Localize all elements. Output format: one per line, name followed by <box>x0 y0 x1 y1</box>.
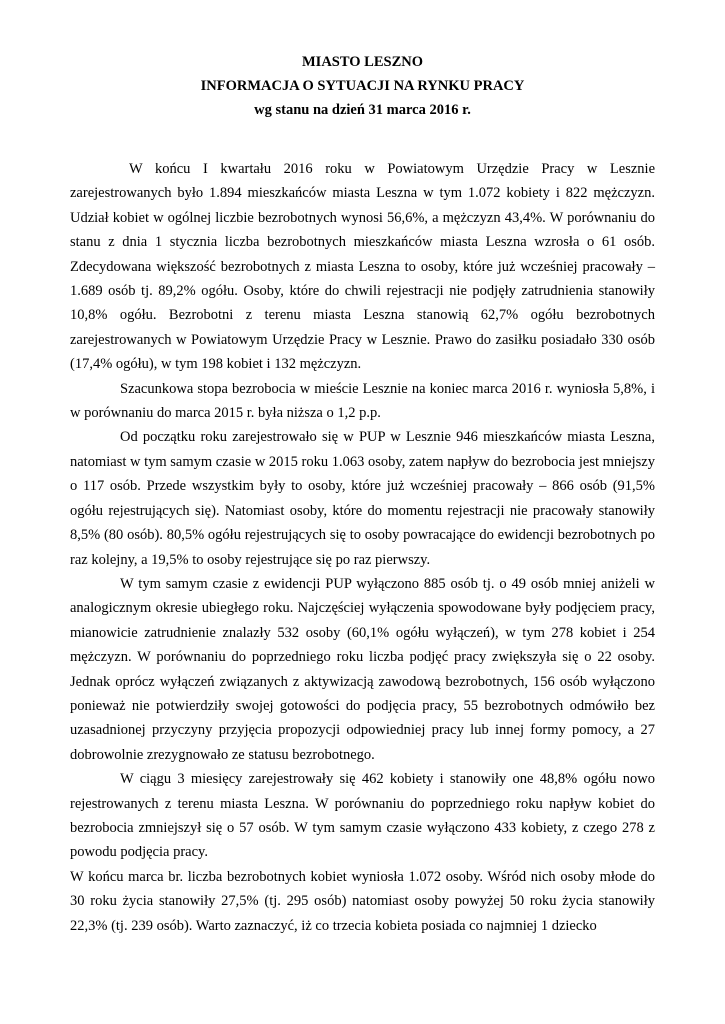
document-header <box>70 50 655 122</box>
paragraph-women-inflow: W ciągu 3 miesięcy zarejestrowały się 462 kobiety i stanowiły one 48,8% ogółu nowo rejestrowanych z terenu miasta Leszna. W porównaniu do poprzedniego roku napływ kobiet do bezrobocia zmniejszył się o 57 osób. W tym samym czasie wyłączono 433 kobiety, z czego 278 z powodu podjęcia pracy. <box>70 771 655 861</box>
paragraph-registrations: Od początku roku zarejestrowało się w PUP w Lesznie 946 mieszkańców miasta Leszna, natomiast w tym samym czasie w 2015 roku 1.063 osoby, zatem napływ do bezrobocia jest mniejszy o 117 osób. Przede wszystkim były to osoby, które już wcześniej pracowały – 866 osób (91,5% ogółu rejestrujących się). Natomiast osoby, które do momentu rejestracji nie pracowały stanowiły 8,5% (80 osób). 80,5% ogółu rejestrujących się to osoby powracające do ewidencji bezrobotnych po raz kolejny, a 19,5% to osoby rejestrujące się po raz pierwszy. <box>70 429 655 568</box>
paragraph-unemployment-rate: Szacunkowa stopa bezrobocia w mieście Lesznie na koniec marca 2016 r. wyniosła 5,8%, i w porównaniu do marca 2015 r. była niższa o 1,2 p.p. <box>70 380 655 422</box>
paragraph-deregistrations: W tym samym czasie z ewidencji PUP wyłączono 885 osób tj. o 49 osób mniej aniżeli w analogicznym okresie ubiegłego roku. Najczęściej wyłączenia spowodowane były podjęciem pracy, mianowicie zatrudnienie znalazły 532 osoby (60,1% ogółu wyłączeń), w tym 278 kobiet i 254 mężczyzn. W porównaniu do poprzedniego roku liczba podjęć pracy zwiększyła się o 22 osoby. Jednak oprócz wyłączeń związanych z aktywizacją zawodową bezrobotnych, 156 osób wyłączono ponieważ nie potwierdziły swojej gotowości do podjęcia pracy, 55 bezrobotnych odmówiło bez uzasadnionej przyczyny przyjęcia propozycji odpowiedniej pracy lub innej formy pomocy, a 27 dobrowolnie zrezygnowało ze statusu bezrobotnego. <box>70 575 655 763</box>
paragraph-overview: W końcu I kwartału 2016 roku w Powiatowym Urzędzie Pracy w Lesznie zarejestrowanych było 1.894 mieszkańców miasta Leszna w tym 1.072 kobiety i 822 mężczyzn. Udział kobiet w ogólnej liczbie bezrobotnych wynosi 56,6%, a mężczyzn 43,4%. W porównaniu do stanu z dnia 1 stycznia liczba bezrobotnych mieszkańców miasta Leszna wzrosła o 61 osób. Zdecydowana większość bezrobotnych z miasta Leszna to osoby, które już wcześniej pracowały – 1.689 osób tj. 89,2% ogółu. Osoby, które do chwili rejestracji nie podjęły zatrudnienia stanowiły 10,8% ogółu. Bezrobotni z terenu miasta Leszna stanowią 62,7% ogółu bezrobotnych zarejestrowanych w Powiatowym Urzędzie Pracy w Lesznie. Prawo do zasiłku posiadało 330 osób (17,4% ogółu), w tym 198 kobiet i 132 mężczyzn. <box>70 161 655 373</box>
header-date: wg stanu na dzień 31 marca 2016 r. <box>254 102 471 118</box>
header-title: INFORMACJA O SYTUACJI NA RYNKU PRACY <box>200 78 525 94</box>
header-city: MIASTO LESZNO <box>301 54 423 70</box>
paragraph-women-structure: W końcu marca br. liczba bezrobotnych kobiet wyniosła 1.072 osoby. Wśród nich osoby młode do 30 roku życia stanowiły 27,5% (tj. 295 osób) natomiast osoby powyżej 50 roku życia stanowiły 22,3% (tj. 239 osób). Warto zaznaczyć, iż co trzecia kobieta posiada co najmniej 1 dziecko <box>70 868 655 934</box>
